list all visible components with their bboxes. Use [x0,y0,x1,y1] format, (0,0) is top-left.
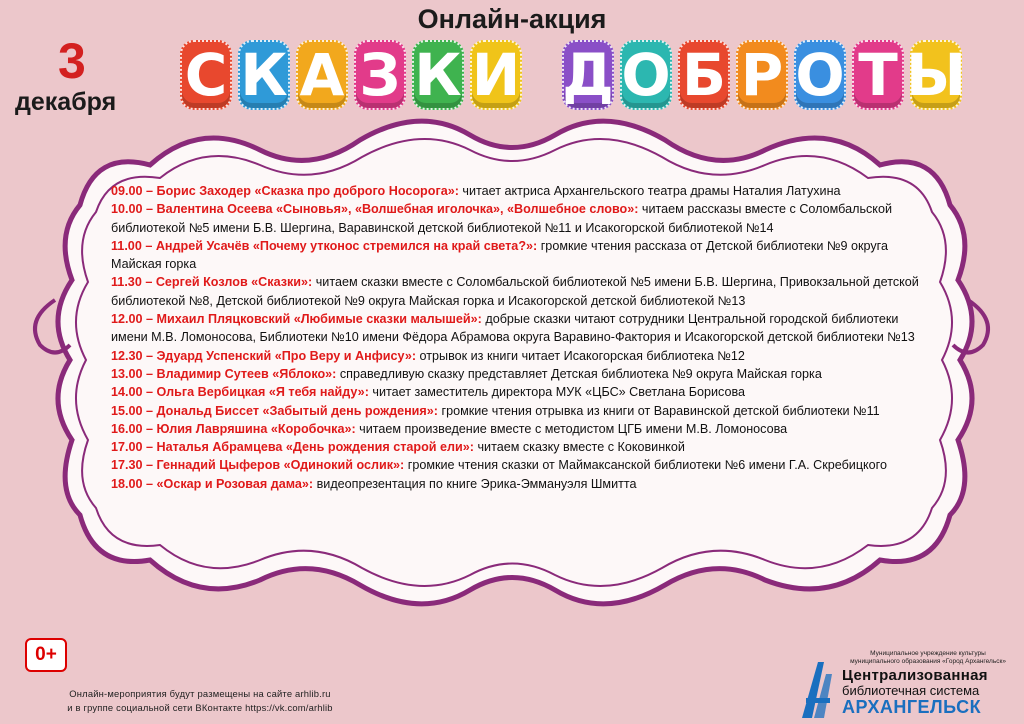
schedule-entry-title: 11.00 – Андрей Усачёв «Почему утконос стремился на край света?»: [111,238,538,253]
title-letter: О [621,41,671,109]
title-letter: К [238,40,290,110]
schedule-entry-title: 17.00 – Наталья Абрамцева «День рождения старой ели»: [111,440,474,455]
title-letter: Т [852,40,904,110]
schedule-entry-description: справедливую сказку представляет Детская библиотека №9 округа Майская горка [336,366,822,381]
logo-caption-2: муниципального образования «Город Архангельск» [850,658,1006,665]
schedule-entry [111,475,931,493]
footer-line-2: и в группе социальной сети ВКонтакте https://vk.com/arhlib [67,702,333,713]
title-letter: Б [678,40,730,110]
title-letter: С [180,40,232,110]
event-month: декабря [15,88,117,116]
schedule-entry-description: читаем сказку вместе с Коковинкой [474,440,685,455]
schedule-entry-description: отрывок из книги читает Исакогорская библиотека №12 [416,348,745,363]
schedule-entry-title: 14.00 – Ольга Вербицкая «Я тебя найду»: [111,385,369,400]
schedule-entry [111,402,931,420]
schedule-entry-description: читаем сказки вместе с Соломбальской библиотекой №5 имени Б.В. Шергина, Привокзальной детской библиотекой №8, Детской библиотекой №9 округа Майская горка и Исакогорской детской библиотекой №13 [111,275,919,308]
schedule-entry-title: 09.00 – Борис Заходер «Сказка про доброго Носорога»: [111,184,459,198]
schedule-entry [111,310,931,347]
schedule-entry [111,456,931,474]
schedule-entry-title: 13.00 – Владимир Сутеев «Яблоко»: [111,366,337,381]
schedule-entry-title: 17.30 – Геннадий Цыферов «Одинокий ослик»: [111,458,405,473]
schedule-entry-title: 11.30 – Сергей Козлов «Сказки»: [111,275,313,290]
schedule-entry-title: 15.00 – Дональд Биссет «Забытый день рождения»: [111,403,438,418]
title-letter: А [296,40,348,110]
title-letter: Ы [905,41,967,109]
schedule-entry-description: читаем рассказы вместе с Соломбальской библиотекой №5 имени Б.В. Шергина, Варавинской детской библиотекой №11 и Исакогорской библиотекой №14 [111,202,892,235]
library-logo [798,650,1016,718]
title-letter: О [795,41,845,109]
logo-caption-1: Муниципальное учреждение культуры [870,650,986,657]
schedule-entry-description: громкие чтения сказки от Маймаксанской библиотеки №6 имени Г.А. Скребицкого [404,458,888,473]
schedule-entry-title: 12.30 – Эдуард Успенский «Про Веру и Анфису»: [111,348,417,363]
event-title [180,40,967,112]
title-letter: Д [562,41,614,109]
title-letter: Р [736,40,788,110]
schedule-entry-description: добрые сказки читают сотрудники Центральной городской библиотеки имени М.В. Ломоносова, Библиотеки №10 имени Фёдора Абрамова округа Варавино-Фактория и Исакогорской детской библиотеки №13 [111,312,915,345]
schedule-entry-title: 16.00 – Юлия Лавряшина «Коробочка»: [111,421,356,436]
title-letter: К [412,40,464,110]
schedule-entry [111,200,931,237]
schedule-entry-description: читаем произведение вместе с методистом ЦГБ имени М.В. Ломоносова [355,421,788,436]
title-letter: З [354,40,406,110]
schedule-entry [111,365,931,383]
schedule-entry-description: читает актриса Архангельского театра драмы Наталия Латухина [458,184,841,198]
schedule-list [111,182,931,493]
schedule-entry-description: видеопрезентация по книге Эрика-Эммануэля Шмитта [313,476,637,491]
schedule-entry-description: громкие чтения рассказа от Детской библиотеки №9 округа Майская горка [111,238,888,272]
schedule-entry [111,383,931,401]
schedule-entry-description: громкие чтения отрывка из книги от Варавинской детской библиотеки №11 [437,403,880,418]
footer-line-1: Онлайн-мероприятия будут размещены на сайте arhlib.ru [69,688,331,699]
schedule-entry-description: читает заместитель директора МУК «ЦБС» Светлана Борисова [368,385,746,400]
footer-note [10,687,390,715]
title-letter: И [471,41,521,109]
schedule-entry [111,237,931,274]
title-letter [528,40,556,110]
event-subtitle: Онлайн-акция [417,4,607,34]
schedule-entry [111,420,931,438]
schedule-entry-title: 10.00 – Валентина Осеева «Сыновья», «Волшебная иголочка», «Волшебное слово»: [111,202,639,217]
schedule-entry [111,273,931,310]
schedule-entry [111,182,931,200]
event-day: 3 [58,33,86,89]
logo-line-3: АРХАНГЕЛЬСК [842,697,982,717]
library-logo-mark-icon [798,658,838,718]
logo-line-2: библиотечная система [842,683,980,698]
age-rating-badge: 0+ [25,638,67,672]
logo-line-1: Централизованная [842,667,988,684]
schedule-entry-title: 12.00 – Михаил Пляцковский «Любимые сказки малышей»: [111,312,482,327]
schedule-entry-title: 18.00 – «Оскар и Розовая дама»: [111,476,314,491]
schedule-entry [111,438,931,456]
schedule-entry [111,347,931,365]
